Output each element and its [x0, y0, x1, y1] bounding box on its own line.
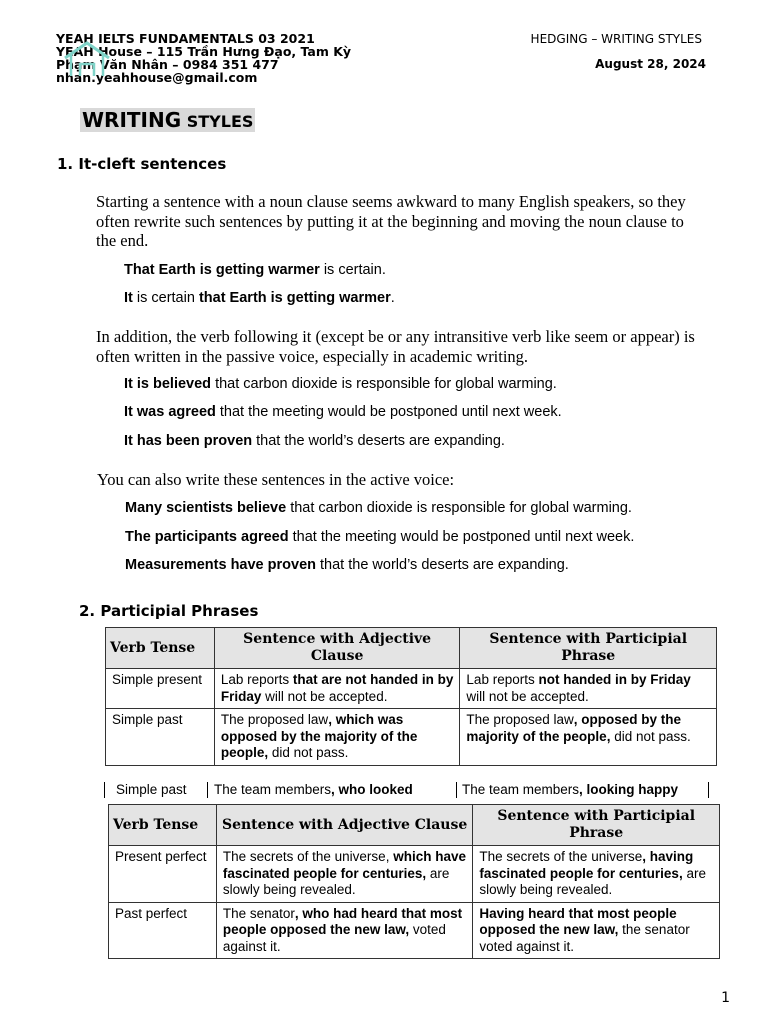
example-line — [124, 262, 386, 278]
title-part-2: STYLES — [186, 112, 254, 131]
example-bold: That Earth is getting warmer — [124, 262, 320, 278]
example-line — [124, 290, 395, 306]
adjective-clause-cell: Lab reports that are not handed in by Friday will not be accepted. — [214, 669, 460, 709]
tense-cell: Simple past — [116, 782, 187, 797]
example-bold: It is believed — [124, 376, 212, 392]
example-bold: that Earth is getting warmer — [198, 290, 391, 306]
participial-phrase-cell: The proposed law, opposed by the majority of the people, did not pass. — [460, 709, 717, 766]
header-topic: HEDGING – WRITING STYLES — [530, 32, 702, 46]
table-row — [109, 846, 720, 903]
header-line-1: YEAH IELTS FUNDAMENTALS 03 2021 — [56, 31, 315, 46]
page-title — [80, 108, 255, 132]
adjective-clause-cell: The team members, who looked — [214, 782, 413, 797]
paragraph-2: In addition, the verb following it (except be or any intransitive verb like seem or appear) is often written in the passive voice, especially in academic writing. — [96, 327, 695, 366]
tense-cell: Past perfect — [109, 902, 217, 959]
example-text: that the meeting would be postponed until next week. — [288, 529, 635, 545]
passive-example — [124, 433, 505, 449]
example-bold: The participants agreed — [125, 529, 289, 545]
passive-example — [124, 404, 562, 420]
example-bold: Measurements have proven — [125, 557, 316, 573]
tense-cell: Present perfect — [109, 846, 217, 903]
adjective-clause-cell: The secrets of the universe, which have fascinated people for centuries, are slowly being revealed. — [216, 846, 473, 903]
active-example — [125, 557, 569, 573]
participle-table-2 — [108, 804, 720, 959]
section-1-heading: 1. It-cleft sentences — [57, 155, 227, 173]
tense-cell: Simple past — [106, 709, 215, 766]
column-header: Verb Tense — [106, 628, 215, 669]
column-header: Verb Tense — [109, 805, 217, 846]
simple-past-row — [104, 780, 716, 800]
example-bold: Many scientists believe — [125, 500, 287, 516]
example-text: that the world’s deserts are expanding. — [316, 557, 569, 573]
table-row — [106, 709, 717, 766]
page-number: 1 — [721, 990, 730, 1006]
header-line-3: Phạm Văn Nhân – 0984 351 477 — [56, 57, 279, 72]
column-header: Sentence with Adjective Clause — [216, 805, 473, 846]
title-part-1: WRITING — [82, 108, 182, 132]
column-header: Sentence with Participial Phrase — [460, 628, 717, 669]
example-text: is certain. — [319, 262, 386, 278]
header-line-2: YEAH House – 115 Trần Hưng Đạo, Tam Kỳ — [56, 44, 352, 59]
example-text: that the world’s deserts are expanding. — [252, 433, 505, 449]
example-bold: It — [124, 290, 133, 306]
header-line-4: nhan.yeahhouse@gmail.com — [56, 70, 258, 85]
header-date: August 28, 2024 — [595, 57, 706, 71]
participial-phrase-cell: Having heard that most people opposed the new law, the senator voted against it. — [473, 902, 720, 959]
example-bold: It has been proven — [124, 433, 253, 449]
participial-phrase-cell: The secrets of the universe, having fascinated people for centuries, are slowly being revealed. — [473, 846, 720, 903]
example-text: . — [390, 290, 395, 306]
participle-table-1 — [105, 627, 717, 766]
example-text: that the meeting would be postponed until next week. — [215, 404, 562, 420]
adjective-clause-cell: The senator, who had heard that most people opposed the new law, voted against it. — [216, 902, 473, 959]
example-text: that carbon dioxide is responsible for global warming. — [286, 500, 632, 516]
example-text: is certain — [132, 290, 199, 306]
example-text: that carbon dioxide is responsible for global warming. — [211, 376, 557, 392]
section-2-heading: 2. Participial Phrases — [79, 602, 259, 620]
passive-example — [124, 376, 557, 392]
column-header: Sentence with Adjective Clause — [214, 628, 460, 669]
column-header: Sentence with Participial Phrase — [473, 805, 720, 846]
tense-cell: Simple present — [106, 669, 215, 709]
active-example — [125, 500, 632, 516]
active-example — [125, 529, 634, 545]
paragraph-1: Starting a sentence with a noun clause seems awkward to many English speakers, so they often rewrite such sentences by putting it at the beginning and moving the noun clause to the end. — [96, 192, 686, 250]
example-bold: It was agreed — [124, 404, 216, 420]
house-icon — [62, 40, 112, 78]
participial-phrase-cell: The team members, looking happy — [462, 782, 679, 797]
table-row — [109, 902, 720, 959]
participial-phrase-cell: Lab reports not handed in by Friday will not be accepted. — [460, 669, 717, 709]
table-row — [106, 669, 717, 709]
paragraph-3: You can also write these sentences in the active voice: — [97, 470, 455, 489]
adjective-clause-cell: The proposed law, which was opposed by the majority of the people, did not pass. — [214, 709, 460, 766]
